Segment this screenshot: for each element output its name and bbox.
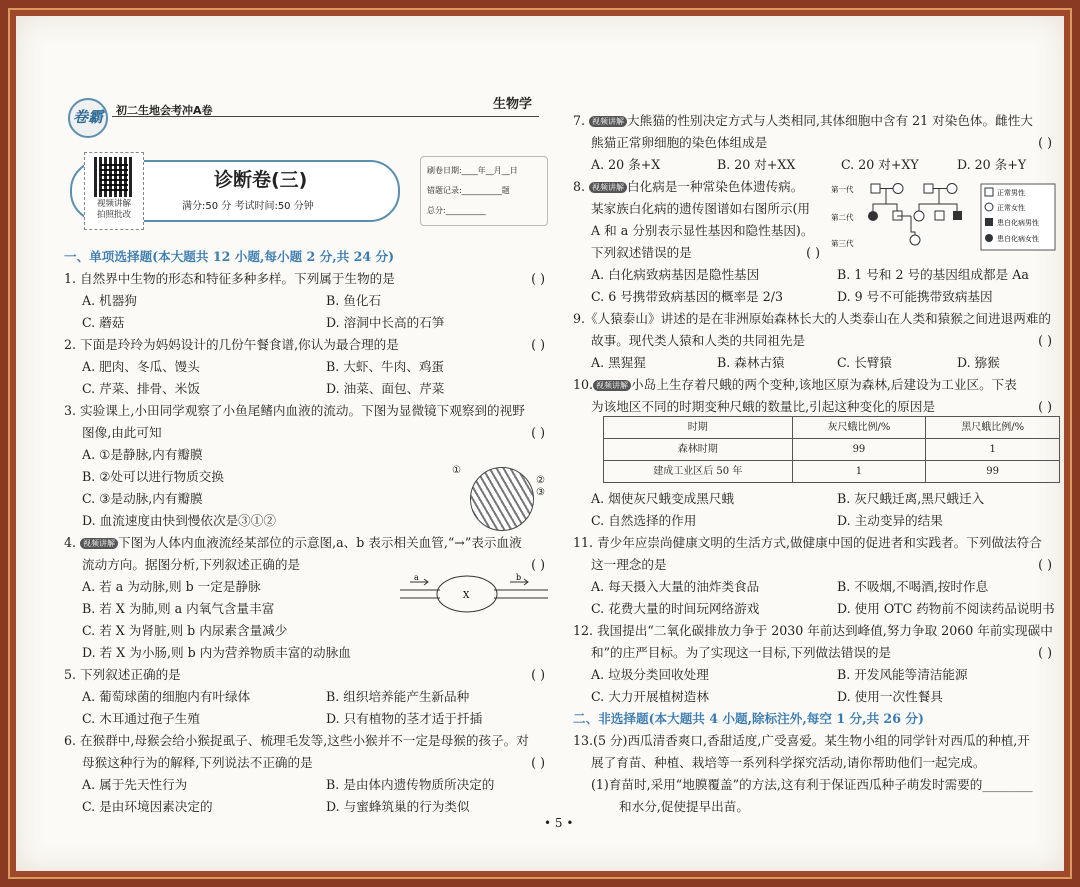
q2-stem: 2. 下面是玲玲为妈妈设计的几份午餐食谱,你认为最合理的是 — [64, 337, 399, 352]
option: C. 若 X 为肾脏,则 b 内尿素含量减少 — [82, 623, 288, 638]
answer-paren: ( ) — [1038, 333, 1052, 348]
video-tag[interactable]: 视频讲解 — [80, 538, 118, 549]
answer-paren: ( ) — [531, 337, 545, 352]
pedigree-figure — [831, 176, 1056, 256]
answer-paren: ( ) — [1038, 645, 1052, 660]
record-errors: 错题记录:__________题 — [427, 186, 510, 195]
option: C. 芹菜、排骨、米饭 — [82, 381, 200, 396]
answer-paren: ( ) — [806, 245, 820, 260]
option: B. 组织培养能产生新品种 — [326, 689, 470, 704]
microscope-field-figure — [470, 467, 534, 531]
header-rule — [112, 116, 539, 117]
q13-sub2: 和水分,促使提早出苗。 — [619, 799, 749, 814]
blood-flow-figure — [400, 572, 550, 618]
q7-stem2: 熊猫正常卵细胞的染色体组成是 — [591, 135, 768, 150]
option: A. 若 a 为动脉,则 b 一定是静脉 — [82, 579, 261, 594]
table-header — [604, 417, 1060, 439]
q5-stem: 5. 下列叙述正确的是 — [64, 667, 181, 682]
table-row — [604, 439, 1060, 461]
q8-stem: 8. 视频讲解 白化病是一种常染色体遗传病。 — [573, 179, 804, 194]
answer-paren: ( ) — [1038, 399, 1052, 414]
q1-stem: 1. 自然界中生物的形态和特征多种多样。下列属于生物的是 — [64, 271, 395, 286]
q11-stem: 11. 青少年应崇尚健康文明的生活方式,做健康中国的促进者和实践者。下列做法符合 — [573, 535, 1042, 550]
option: D. 9 号不可能携带致病基因 — [837, 289, 993, 304]
q7-stem-text: 大熊猫的性别决定方式与人类相同,其体细胞中含有 21 对染色体。雌性大 — [627, 113, 1033, 128]
video-tag[interactable]: 视频讲解 — [589, 182, 627, 193]
q8-stem-text: 白化病是一种常染色体遗传病。 — [627, 179, 804, 194]
option: A. 烟使灰尺蛾变成黑尺蛾 — [591, 491, 735, 506]
paper — [16, 16, 1064, 871]
q4-stem-text: 下图为人体内血液流经某部位的示意图,a、b 表示相关血管,“→”表示血液 — [118, 535, 522, 550]
option: C. 长臂猿 — [837, 355, 892, 370]
option: C. 是由环境因素决定的 — [82, 799, 213, 814]
q3-stem2: 图像,由此可知 — [82, 425, 162, 440]
q8-line: A 和 a 分别表示显性基因和隐性基因)。 — [591, 223, 814, 238]
option: B. 是由体内遗传物质所决定的 — [326, 777, 495, 792]
option: A. 葡萄球菌的细胞内有叶绿体 — [82, 689, 251, 704]
option: B. 开发风能等清洁能源 — [837, 667, 968, 682]
figure-label: ① — [452, 465, 461, 476]
option: C. 自然选择的作用 — [591, 513, 697, 528]
table-cell: 1 — [792, 461, 926, 483]
legend-label: 患白化病女性 — [997, 235, 1039, 243]
answer-paren: ( ) — [1038, 135, 1052, 150]
q11-stem2: 这一理念的是 — [591, 557, 667, 572]
section-heading: 二、非选择题(本大题共 4 小题,除标注外,每空 1 分,共 26 分) — [573, 711, 924, 726]
legend-label: 正常女性 — [997, 204, 1025, 212]
table-cell: 建成工业区后 50 年 — [604, 461, 793, 483]
generation-label: 第一代 — [831, 185, 854, 194]
q12-stem: 12. 我国提出“二氧化碳排放力争于 2030 年前达到峰值,努力争取 2060 年前实现碳中 — [573, 623, 1053, 638]
option: A. 20 条+X — [591, 157, 661, 172]
vessel-b-label: b — [516, 573, 522, 582]
subject-label: 生物学 — [493, 97, 533, 112]
option: C. 20 对+XY — [841, 157, 919, 172]
page-number: • 5 • — [544, 816, 574, 830]
paper-meta: 满分:50 分 考试时间:50 分钟 — [182, 201, 314, 212]
answer-paren: ( ) — [531, 425, 545, 440]
section-heading: 一、单项选择题(本大题共 12 小题,每小题 2 分,共 24 分) — [64, 249, 395, 264]
option: B. 不吸烟,不喝酒,按时作息 — [837, 579, 989, 594]
generation-label: 第二代 — [831, 213, 854, 222]
q4-stem: 4. 视频讲解 下图为人体内血液流经某部位的示意图,a、b 表示相关血管,“→”表示血液 — [64, 535, 522, 550]
q10-stem-text: 小岛上生存着尺蛾的两个变种,该地区原为森林,后建设为工业区。下表 — [631, 377, 1017, 392]
table-cell: 时期 — [604, 417, 793, 439]
option: D. 只有植物的茎才适于扦插 — [326, 711, 483, 726]
q6-stem: 6. 在猴群中,母猴会给小猴捉虱子、梳理毛发等,这些小猴并不一定是母猴的孩子。对 — [64, 733, 529, 748]
option: D. 溶洞中长高的石笋 — [326, 315, 445, 330]
q10-stem2: 为该地区不同的时期变种尺蛾的数量比,引起这种变化的原因是 — [591, 399, 936, 414]
record-total: 总分:__________ — [427, 206, 486, 215]
option: B. ②处可以进行物质交换 — [82, 469, 224, 484]
brand-logo: 卷霸 — [68, 98, 108, 138]
option: D. 猕猴 — [957, 355, 1000, 370]
option: C. 6 号携带致病基因的概率是 2/3 — [591, 289, 784, 304]
q6-stem2: 母猴这种行为的解释,下列说法不正确的是 — [82, 755, 313, 770]
video-tag[interactable]: 视频讲解 — [589, 116, 627, 127]
option: C. 木耳通过孢子生殖 — [82, 711, 200, 726]
option: C. ③是动脉,内有瓣膜 — [82, 491, 203, 506]
table-cell: 99 — [926, 461, 1060, 483]
option: D. 血流速度由快到慢依次是③①② — [82, 513, 276, 528]
q7-stem: 7. 视频讲解 大熊猫的性别决定方式与人类相同,其体细胞中含有 21 对染色体。雌性大 — [573, 113, 1033, 128]
figure-label: ② — [536, 475, 545, 486]
option: A. 属于先天性行为 — [82, 777, 188, 792]
option: D. 使用 OTC 药物前不阅读药品说明书 — [837, 601, 1055, 616]
q12-stem2: 和”的庄严目标。为了实现这一目标,下列做法错误的是 — [591, 645, 892, 660]
generation-label: 第三代 — [831, 239, 854, 248]
option: D. 与蜜蜂筑巢的行为类似 — [326, 799, 470, 814]
option: A. 垃圾分类回收处理 — [591, 667, 709, 682]
q10-number: 10. — [573, 377, 594, 392]
q9-stem: 9.《人猿泰山》讲述的是在非洲原始森林长大的人类泰山在人类和猿猴之间进退两难的 — [573, 311, 1051, 326]
right-column — [493, 97, 1056, 814]
option: D. 20 条+Y — [957, 157, 1027, 172]
option: A. 肥肉、冬瓜、馒头 — [82, 359, 200, 374]
answer-paren: ( ) — [531, 271, 545, 286]
answer-paren: ( ) — [531, 557, 545, 572]
option: B. 大虾、牛肉、鸡蛋 — [326, 359, 445, 374]
q4-stem2: 流动方向。据图分析,下列叙述正确的是 — [82, 557, 301, 572]
q13-sub1: (1)育苗时,采用“地膜覆盖”的方法,这有利于保证西瓜种子萌发时需要的________ — [591, 777, 1033, 792]
option: D. 若 X 为小肠,则 b 内为营养物质丰富的动脉血 — [82, 645, 351, 660]
q13-stem2: 展了育苗、种植、栽培等一系列科学探究活动,请你帮助他们一起完成。 — [591, 755, 986, 770]
qr-caption: 视频讲解 拍照批改 — [96, 199, 131, 220]
option: A. 机器狗 — [82, 293, 137, 308]
option: C. 大力开展植树造林 — [591, 689, 709, 704]
moth-ratio-table — [603, 416, 1060, 483]
q8-line: 下列叙述错误的是 — [591, 245, 692, 260]
qr-code[interactable] — [84, 152, 144, 230]
page-frame — [8, 8, 1072, 879]
option: B. 20 对+XX — [717, 157, 796, 172]
legend-label: 正常男性 — [997, 189, 1025, 197]
qr-icon — [94, 157, 134, 197]
organ-x-label: X — [463, 591, 470, 601]
video-tag[interactable]: 视频讲解 — [593, 380, 631, 391]
q10-stem — [573, 374, 1017, 396]
answer-paren: ( ) — [1038, 557, 1052, 572]
table-cell: 1 — [926, 439, 1060, 461]
option: B. 1 号和 2 号的基因组成都是 Aa — [837, 267, 1029, 282]
option: A. 每天摄入大量的油炸类食品 — [591, 579, 760, 594]
answer-paren: ( ) — [531, 755, 545, 770]
option: D. 主动变异的结果 — [837, 513, 943, 528]
option: A. ①是静脉,内有瓣膜 — [82, 447, 203, 462]
exam-series: 初二生地会考冲A卷 — [116, 104, 213, 117]
option: B. 若 X 为肺,则 a 内氧气含量丰富 — [82, 601, 275, 616]
q3-stem: 3. 实验课上,小田同学观察了小鱼尾鳍内血液的流动。下图为显微镜下观察到的视野 — [64, 403, 525, 418]
paper-title: 诊断卷(三) — [214, 169, 308, 191]
option: B. 鱼化石 — [326, 293, 382, 308]
option: D. 使用一次性餐具 — [837, 689, 943, 704]
q9-stem2: 故事。现代类人猿和人类的共同祖先是 — [591, 333, 806, 348]
table-cell: 森林时期 — [604, 439, 793, 461]
left-column — [64, 96, 549, 836]
option: B. 森林古猿 — [717, 355, 785, 370]
option: A. 白化病致病基因是隐性基因 — [591, 267, 760, 282]
legend-label: 患白化病男性 — [997, 219, 1039, 227]
table-cell: 灰尺蛾比例/% — [792, 417, 926, 439]
figure-label: ③ — [536, 487, 545, 498]
record-box — [420, 156, 548, 226]
table-cell: 99 — [792, 439, 926, 461]
option: C. 花费大量的时间玩网络游戏 — [591, 601, 760, 616]
answer-paren: ( ) — [531, 667, 545, 682]
option: B. 灰尺蛾迁离,黑尺蛾迁入 — [837, 491, 985, 506]
vessel-a-label: a — [414, 573, 419, 582]
table-cell: 黑尺蛾比例/% — [926, 417, 1060, 439]
option: C. 蘑菇 — [82, 315, 125, 330]
option: A. 黑猩猩 — [591, 355, 646, 370]
table-row — [604, 461, 1060, 483]
q8-line: 某家族白化病的遗传图谱如右图所示(用 — [591, 201, 811, 216]
q13-stem: 13.(5 分)西瓜清香爽口,香甜适度,广受喜爱。某生物小组的同学针对西瓜的种植,开 — [573, 733, 1030, 748]
record-date: 刷卷日期:____年__月__日 — [427, 166, 518, 175]
option: D. 油菜、面包、芹菜 — [326, 381, 445, 396]
